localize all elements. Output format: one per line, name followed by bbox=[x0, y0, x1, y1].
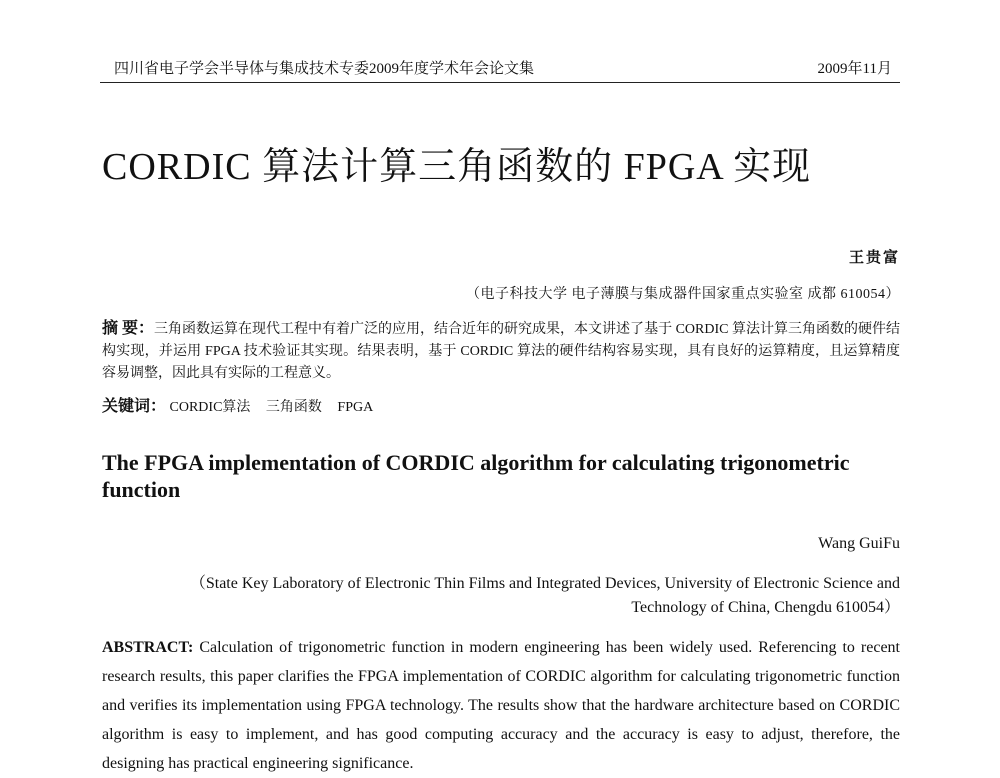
keyword: 三角函数 bbox=[265, 400, 322, 415]
abstract-cn bbox=[102, 318, 900, 385]
abstract-en-text: Calculation of trigonometric function in modern engineering has been widely used. Referencing to recent research results, this paper clarifies the FPGA implementation of CORDIC algorithm for calculating trigonometric function and verifies its implementation using FPGA technology. The results show that the hardware architecture based on CORDIC algorithm is easy to implement, and has good computing accuracy and the accuracy is easy to adjust, therefore, the designing has practical engineering significance. bbox=[102, 639, 901, 772]
abstract-cn-label: 摘 要： bbox=[102, 320, 155, 337]
affiliation-cn: （电子科技大学 电子薄膜与集成器件国家重点实验室 成都 610054） bbox=[466, 287, 900, 302]
keywords-cn-label: 关键词： bbox=[102, 398, 167, 415]
header-journal-title: 四川省电子学会半导体与集成技术专委2009年度学术年会论文集 bbox=[114, 61, 535, 77]
keyword: FPGA bbox=[337, 400, 374, 415]
affiliation-en: （State Key Laboratory of Electronic Thin Films and Integrated Devices, University of Electronic Science and Technology of China, Chengdu 610054） bbox=[189, 575, 900, 616]
keyword: CORDIC算法 bbox=[169, 400, 251, 415]
paper-title-en: The FPGA implementation of CORDIC algorithm for calculating trigonometric function bbox=[102, 450, 850, 502]
author-name-cn: 王贵富 bbox=[848, 250, 900, 266]
keywords-cn bbox=[102, 396, 900, 419]
author-name-en: Wang GuiFu bbox=[818, 535, 900, 552]
paper-title-cn: CORDIC 算法计算三角函数的 FPGA 实现 bbox=[102, 146, 812, 188]
abstract-cn-text: 三角函数运算在现代工程中有着广泛的应用，结合近年的研究成果，本文讲述了基于 CORDIC 算法计算三角函数的硬件结构实现，并运用 FPGA 技术验证其实现。结果表明，基于 CORDIC 算法的硬件结构容易实现，具有良好的运算精度，且运算精度容易调整，因此具有实际的工程意义。 bbox=[102, 322, 900, 381]
running-header bbox=[100, 58, 900, 83]
abstract-en bbox=[102, 633, 900, 778]
abstract-en-label: ABSTRACT: bbox=[102, 639, 194, 656]
header-date: 2009年11月 bbox=[817, 61, 892, 77]
